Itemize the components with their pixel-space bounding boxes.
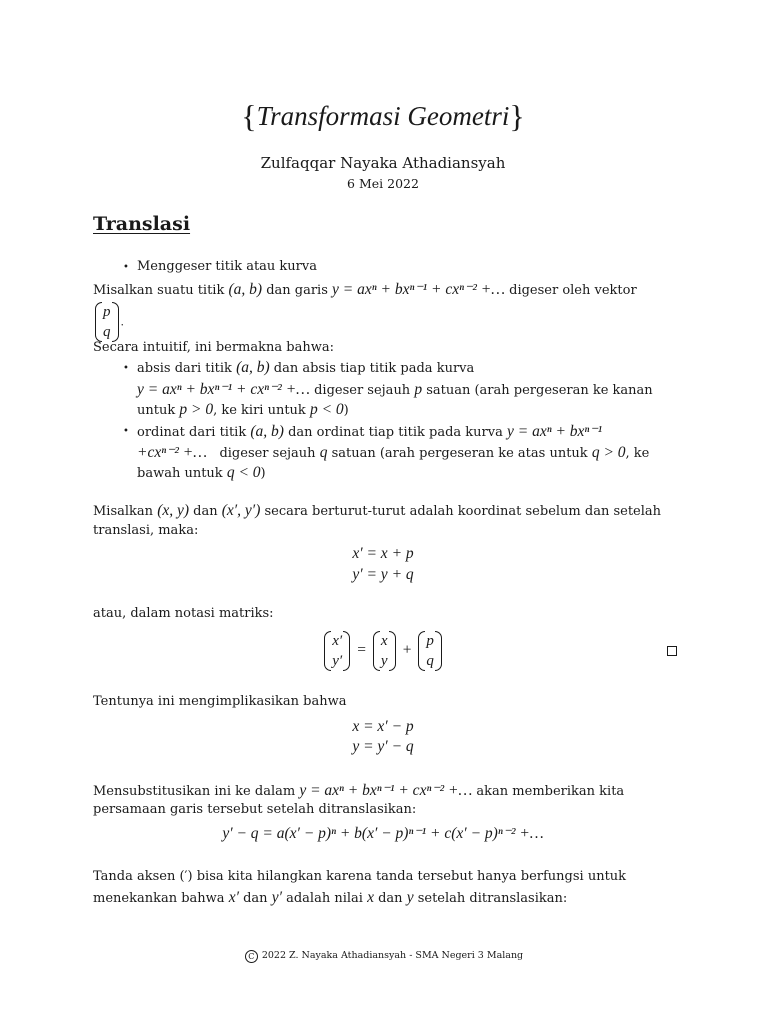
matrix-equation: x′ y′ = x y + p q [93, 631, 673, 671]
matrix-left: x′ y′ [324, 631, 350, 671]
bullet-marker: • [123, 426, 129, 437]
math-curve: y = axⁿ + bxⁿ⁻¹ + cxⁿ⁻² +… [332, 281, 505, 298]
paragraph-1-line-1: Misalkan suatu titik (a, b) dan garis y = axⁿ + bxⁿ⁻¹ + cxⁿ⁻² +… digeser oleh vektor [93, 281, 637, 298]
bullet-ordinat-line-2: +cxⁿ⁻² +… digeser sejauh q satuan (arah pergeseran ke atas untuk q > 0, ke [137, 444, 650, 461]
copyright-icon: C [245, 950, 258, 963]
bullet-absis-line-1: absis dari titik (a, b) dan absis tiap titik pada kurva [137, 359, 475, 376]
document-author: Zulfaqqar Nayaka Athadiansyah [260, 154, 506, 172]
paragraph-6-line-1: Mensubstitusikan ini ke dalam y = axⁿ + bxⁿ⁻¹ + cxⁿ⁻² +… akan memberikan kita [93, 782, 625, 799]
paragraph-5: Tentunya ini mengimplikasikan bahwa [93, 694, 347, 709]
document-title [93, 96, 673, 133]
paragraph-7-line-1: Tanda aksen (′) bisa kita hilangkan karena tanda tersebut hanya berfungsi untuk [93, 869, 627, 884]
equation-x: x = x′ − p [352, 718, 414, 735]
qed-square-icon [667, 646, 677, 656]
vector-pq: p q [95, 302, 119, 342]
equation-x-prime: x′ = x + p [352, 545, 414, 562]
title-brace-open: { [241, 98, 257, 134]
matrix-right: p q [418, 631, 442, 671]
title-brace-close: } [509, 98, 525, 134]
bullet-absis-line-3: untuk p > 0, ke kiri untuk p < 0) [137, 401, 349, 418]
paragraph-7-line-2: menekankan bahwa x′ dan y′ adalah nilai x dan y setelah ditranslasikan: [93, 889, 568, 906]
math-point: (a, b) [228, 281, 263, 298]
paragraph-1-vector: p q . [93, 302, 124, 342]
bullet-marker: • [123, 262, 129, 273]
footer-text: 2022 Z. Nayaka Athadiansyah - SMA Negeri 3 Malang [261, 950, 524, 961]
bullet-ordinat-line-1: ordinat dari titik (a, b) dan ordinat tiap titik pada kurva y = axⁿ + bxⁿ⁻¹ [137, 423, 603, 440]
bullet-intro: Menggeser titik atau kurva [137, 259, 317, 274]
page-footer [0, 950, 768, 963]
section-heading: Translasi [93, 213, 191, 235]
equation-y: y = y′ − q [352, 738, 414, 755]
paragraph-2: Secara intuitif, ini bermakna bahwa: [93, 340, 334, 355]
bullet-ordinat-line-3: bawah untuk q < 0) [137, 464, 266, 481]
bullet-absis-line-2: y = axⁿ + bxⁿ⁻¹ + cxⁿ⁻² +… digeser sejauh p satuan (arah pergeseran ke kanan [137, 381, 653, 398]
matrix-middle: x y [373, 631, 396, 671]
paragraph-4: atau, dalam notasi matriks: [93, 606, 274, 621]
paragraph-3-line-1: Misalkan (x, y) dan (x′, y′) secara berturut-turut adalah koordinat sebelum dan setelah [93, 502, 662, 519]
bullet-marker: • [123, 363, 129, 374]
paragraph-6-line-2: persamaan garis tersebut setelah ditranslasikan: [93, 802, 417, 817]
equation-y-prime: y′ = y + q [352, 566, 414, 583]
paragraph-3-line-2: translasi, maka: [93, 523, 199, 538]
title-text: Transformasi Geometri [256, 101, 510, 131]
document-date: 6 Mei 2022 [347, 176, 419, 191]
equation-translated-curve: y′ − q = a(x′ − p)ⁿ + b(x′ − p)ⁿ⁻¹ + c(x′ − p)ⁿ⁻² +… [222, 825, 544, 842]
